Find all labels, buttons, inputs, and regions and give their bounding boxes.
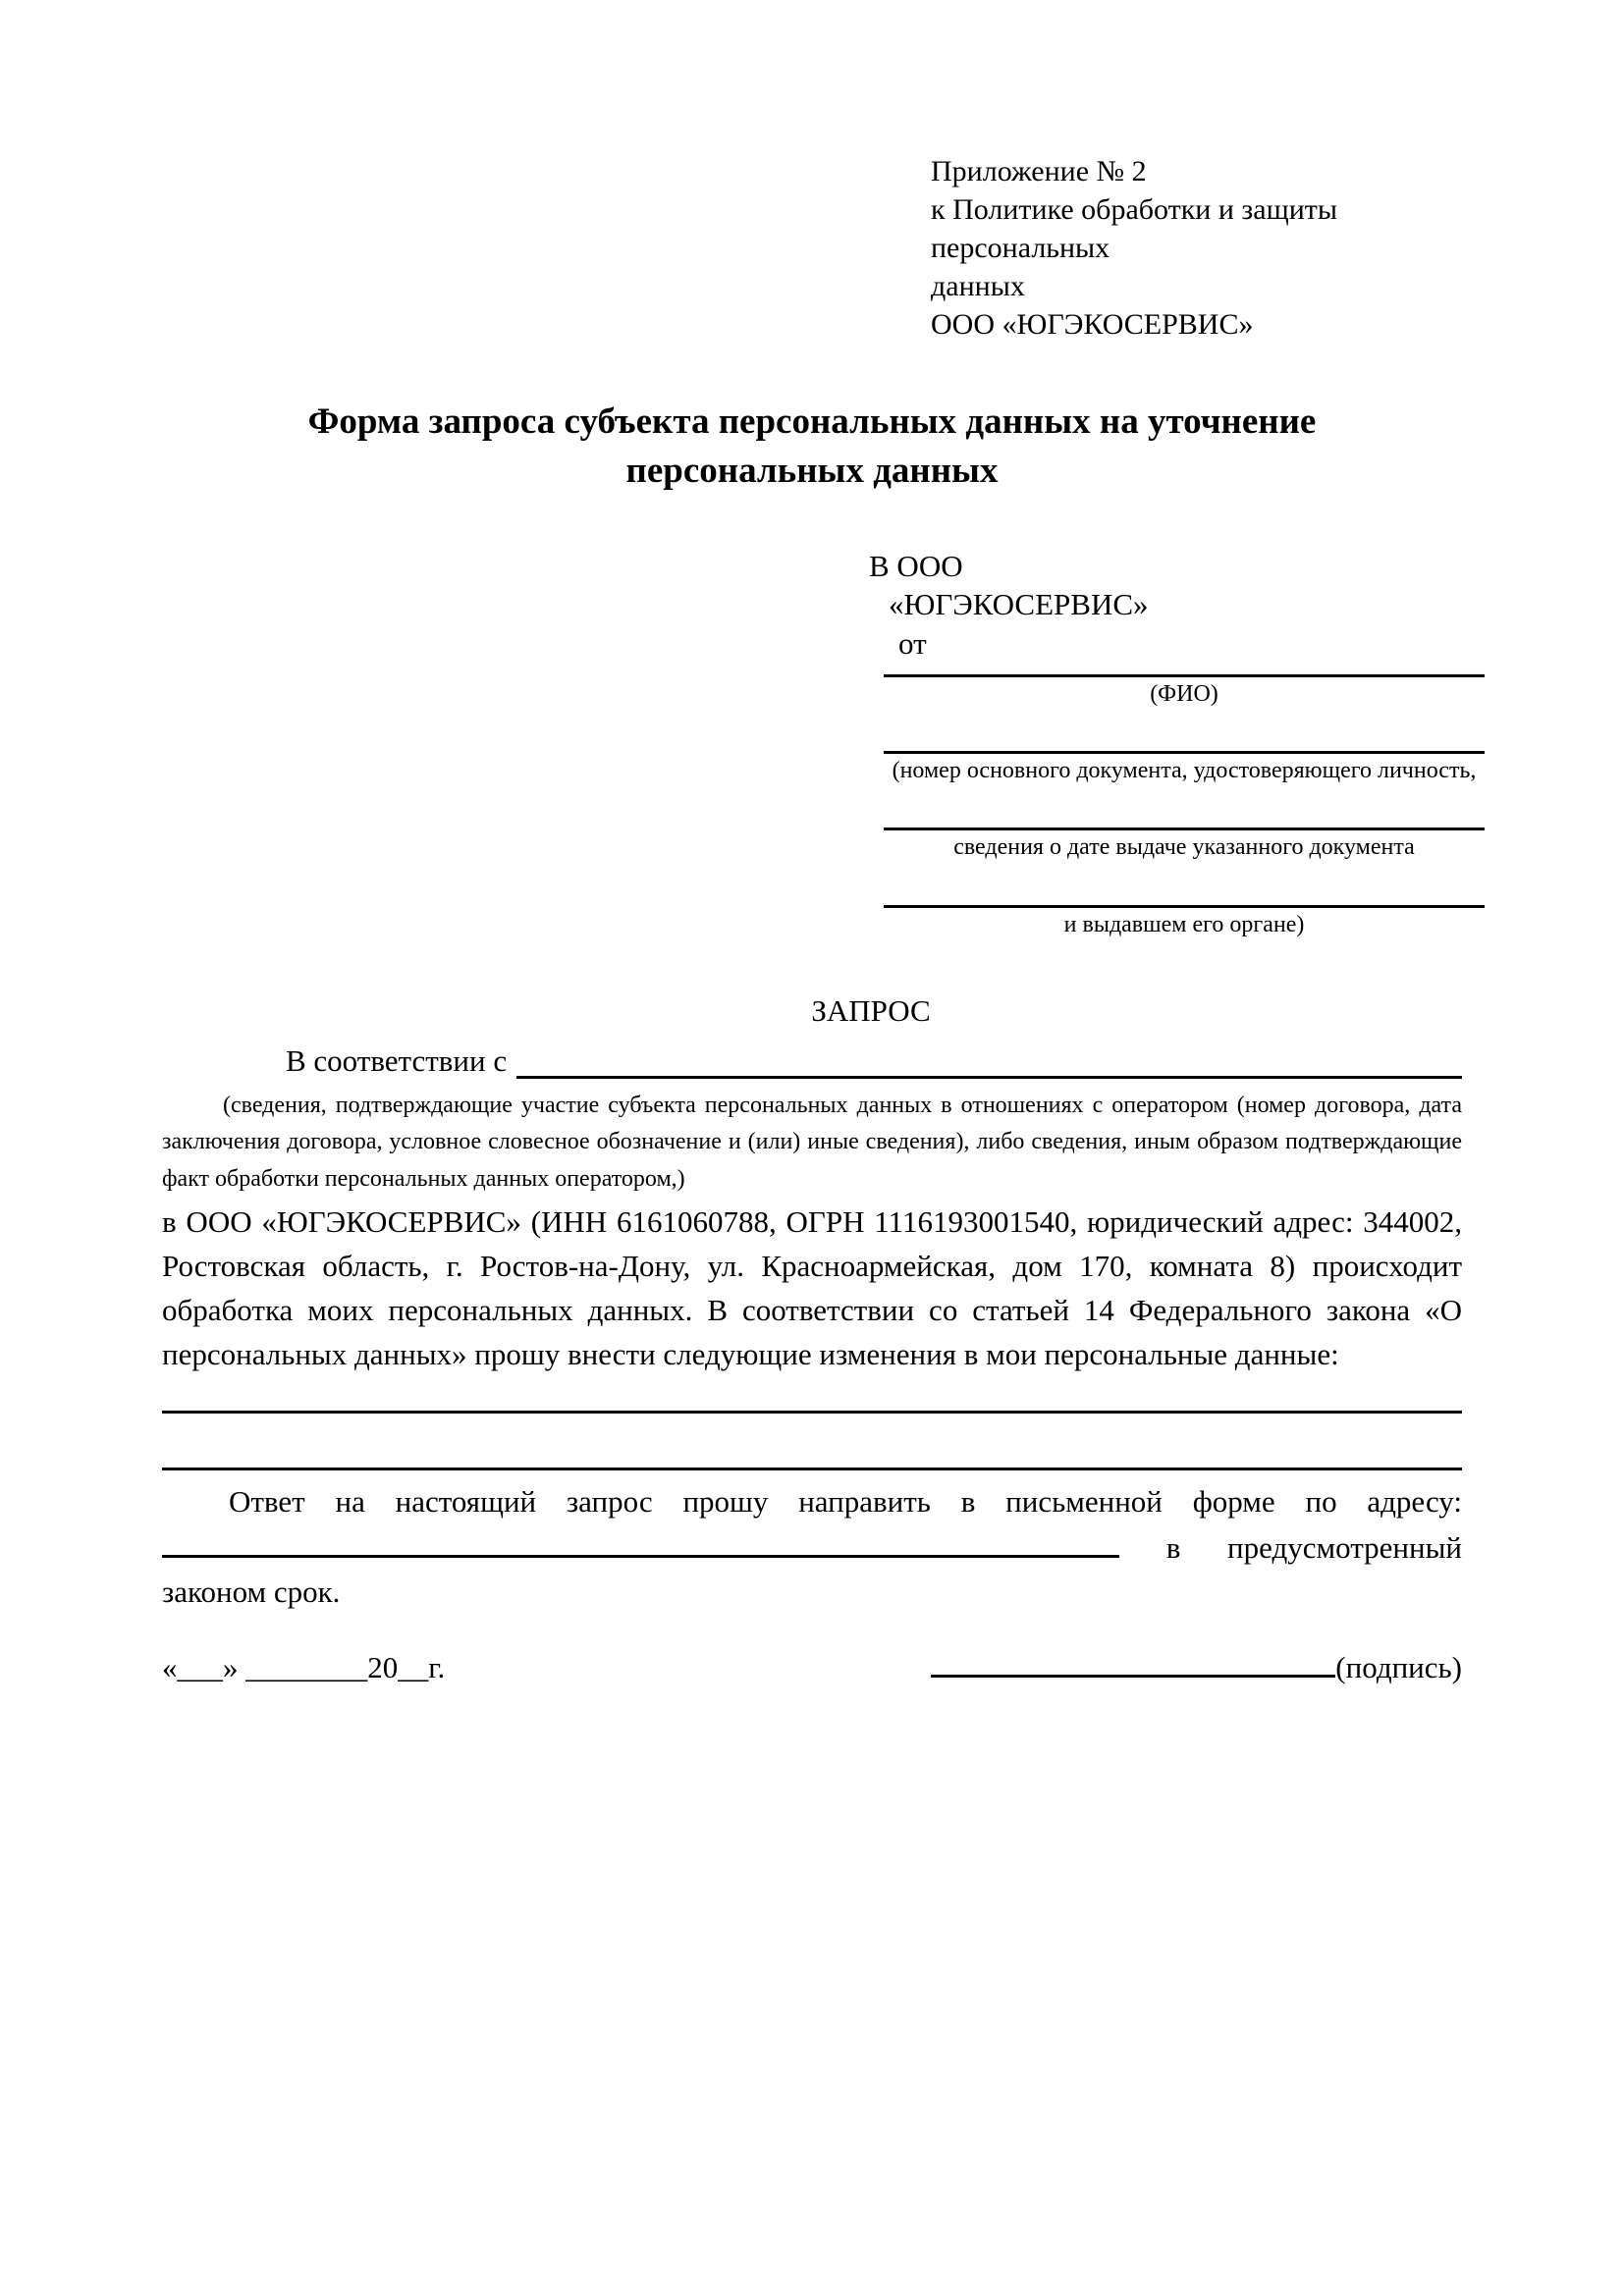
fio-blank-line <box>884 663 1485 677</box>
issue-date-field <box>884 816 1485 863</box>
fio-caption: (ФИО) <box>1150 680 1218 707</box>
intro-line <box>162 1040 1462 1084</box>
signature-block <box>931 1644 1462 1690</box>
intro-text: В соответствии с <box>286 1042 508 1078</box>
passport-number-field <box>884 739 1485 786</box>
issuing-authority-field <box>884 893 1485 940</box>
applicant-fields <box>884 663 1485 940</box>
signature-line <box>931 1644 1335 1678</box>
issue-date-caption: сведения о дате выдаче указанного документа <box>953 834 1415 861</box>
address-blank-line <box>162 1524 1119 1558</box>
changes-blank-line-1 <box>162 1377 1462 1414</box>
title-line-1: Форма запроса субъекта персональных данных на уточнение <box>307 401 1317 442</box>
addressee-block <box>869 547 1462 663</box>
footnote-text: (сведения, подтверждающие участие субъекта персональных данных в отношениях с оператором (номер договора, дата заключения договора, условное словесное обозначение и (или) иные сведения), либо сведения, иным образом подтверждающие факт обработки персональных данных оператором,) <box>162 1092 1462 1193</box>
addressee-line-3: от <box>898 625 927 661</box>
details-blank-line <box>516 1076 1462 1079</box>
document-title <box>162 398 1462 496</box>
passport-number-blank-line <box>884 739 1485 754</box>
request-heading: ЗАПРОС <box>811 992 931 1028</box>
fio-field <box>884 663 1485 710</box>
header-line-4: ООО «ЮГЭКОСЕРВИС» <box>931 308 1254 341</box>
issuing-authority-caption: и выдавшем его органе) <box>1063 911 1305 937</box>
passport-number-caption: (номер основного документа, удостоверяющего личность, <box>892 758 1477 784</box>
date-signature-row <box>162 1644 1462 1690</box>
header-line-2: к Политике обработки и защиты персональных <box>931 193 1338 264</box>
reply-tail: в предусмотренный законом срок. <box>162 1529 1462 1609</box>
header-line-3: данных <box>931 270 1025 302</box>
header-line-1: Приложение № 2 <box>931 155 1147 187</box>
addressee-line-1: В ООО <box>869 548 963 583</box>
body-paragraph: в ООО «ЮГЭКОСЕРВИС» (ИНН 6161060788, ОГРН 1116193001540, юридический адрес: 344002, Ростовская область, г. Ростов-на-Дону, ул. Красноармейская, дом 170, комната 8) происходит обработка моих персональных данных. В соответствии со статьей 14 Федерального закона «О персональных данных» прошу внести следующие изменения в мои персональные данные: <box>162 1204 1462 1372</box>
changes-blank-line-2 <box>162 1414 1462 1470</box>
date-line: «___» ________20__г. <box>162 1649 446 1684</box>
issue-date-blank-line <box>884 816 1485 830</box>
issuing-authority-blank-line <box>884 893 1485 908</box>
title-line-2: персональных данных <box>625 450 999 491</box>
header-block <box>931 152 1462 344</box>
reply-paragraph <box>162 1480 1462 1615</box>
reply-sentence: Ответ на настоящий запрос прошу направить в письменной форме по адресу: <box>229 1484 1462 1520</box>
signature-caption: (подпись) <box>1335 1649 1462 1684</box>
addressee-line-2: «ЮГЭКОСЕРВИС» <box>889 587 1149 622</box>
